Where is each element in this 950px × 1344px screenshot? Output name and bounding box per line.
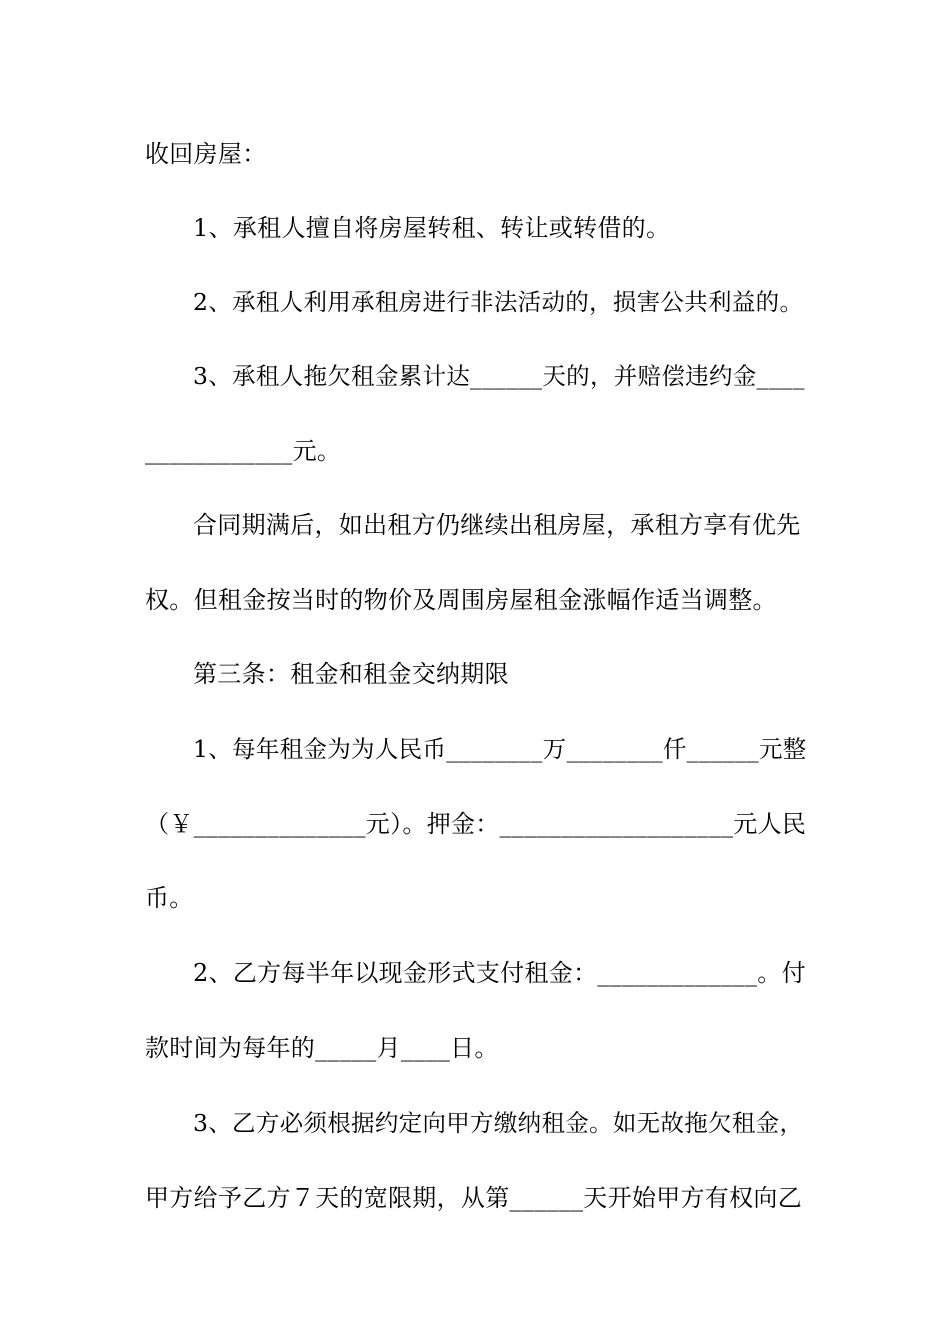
text-line: 合同期满后，如出租方仍继续出租房屋，承租方享有优先 [193, 511, 801, 539]
text-line: 1、承租人擅自将房屋转租、转让或转借的。 [193, 214, 671, 242]
text-line: 款时间为每年的_____月____日。 [145, 1034, 499, 1062]
text-line: 币。 [145, 884, 194, 912]
text-line: 2、乙方每半年以现金形式支付租金：_____________。付 [193, 959, 806, 987]
text-line: 3、乙方必须根据约定向甲方缴纳租金。如无故拖欠租金， [193, 1109, 804, 1137]
text-line: ____________元。 [145, 437, 342, 465]
section-heading: 第三条：租金和租金交纳期限 [193, 660, 509, 688]
text-line: 3、承租人拖欠租金累计达______天的，并赔偿违约金____ [193, 362, 805, 390]
text-line: （￥______________元）。押金：___________________元人民 [145, 810, 807, 838]
text-line: 收回房屋： [145, 140, 267, 168]
text-line: 权。但租金按当时的物价及周围房屋租金涨幅作适当调整。 [145, 586, 777, 614]
text-line: 甲方给予乙方７天的宽限期，从第______天开始甲方有权向乙 [145, 1184, 802, 1212]
text-line: 1、每年租金为为人民币________万________仟______元整 [193, 735, 807, 763]
text-line: 2、承租人利用承租房进行非法活动的，损害公共利益的。 [193, 288, 804, 316]
